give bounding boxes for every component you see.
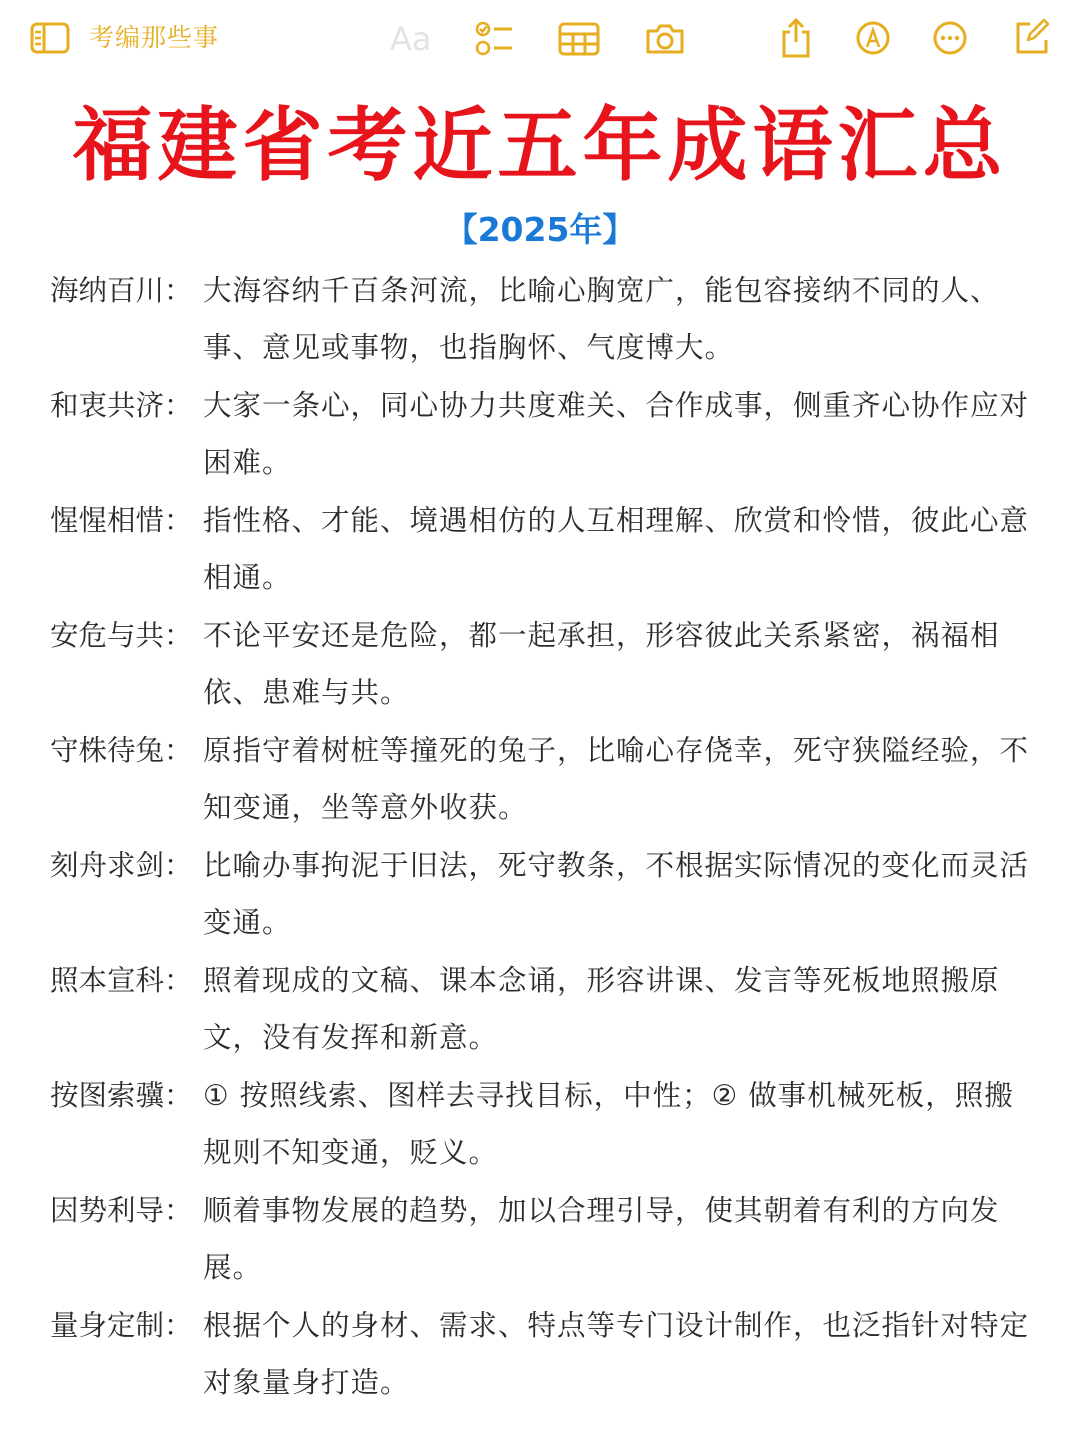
idiom-definition: 指性格、才能、境遇相仿的人互相理解、欣赏和怜惜，彼此心意相通。: [203, 504, 1030, 594]
idiom-definition: 大家一条心，同心协力共度难关、合作成事，侧重齐心协作应对困难。: [203, 389, 1030, 479]
checklist-icon[interactable]: [474, 20, 514, 58]
idiom-term: 安危与共：: [50, 619, 193, 652]
document-title: 福建省考近五年成语汇总: [72, 99, 1008, 192]
sidebar-icon[interactable]: [30, 22, 70, 54]
toolbar: [0, 0, 1080, 78]
idiom-term: 因势利导：: [50, 1194, 193, 1227]
idiom-entry: [50, 722, 1050, 836]
idiom-entry: [50, 607, 1050, 721]
idiom-definition: 大海容纳千百条河流，比喻心胸宽广，能包容接纳不同的人、事、意见或事物，也指胸怀、气度博大。: [203, 274, 1000, 364]
folder-back-button[interactable]: 考编那些事: [89, 23, 220, 52]
idiom-term: 按图索骥：: [50, 1079, 193, 1112]
idiom-definition: 原指守着树桩等撞死的兔子，比喻心存侥幸，死守狭隘经验，不知变通，坐等意外收获。: [203, 734, 1030, 824]
idiom-term: 和衷共济：: [50, 389, 193, 422]
idiom-term: 海纳百川：: [50, 274, 193, 307]
idiom-entry: [50, 1067, 1050, 1181]
idiom-entry: [50, 262, 1050, 376]
idiom-definition: 比喻办事拘泥于旧法，死守教条，不根据实际情况的变化而灵活变通。: [203, 849, 1030, 939]
idiom-term: 惺惺相惜：: [50, 504, 193, 537]
idiom-list: [50, 262, 1050, 1412]
more-icon[interactable]: [932, 20, 968, 56]
idiom-term: 量身定制：: [50, 1309, 193, 1342]
idiom-definition: 不论平安还是危险，都一起承担，形容彼此关系紧密，祸福相依、患难与共。: [203, 619, 1000, 709]
idiom-entry: [50, 1182, 1050, 1296]
idiom-term: 守株待兔：: [50, 734, 193, 767]
idiom-definition: 顺着事物发展的趋势，加以合理引导，使其朝着有利的方向发展。: [203, 1194, 1000, 1284]
camera-icon[interactable]: [644, 22, 686, 56]
idiom-term: 刻舟求剑：: [50, 849, 193, 882]
format-button[interactable]: Aa: [390, 20, 432, 58]
idiom-definition: 根据个人的身材、需求、特点等专门设计制作，也泛指针对特定对象量身打造。: [203, 1309, 1030, 1399]
markup-icon[interactable]: [855, 20, 891, 56]
idiom-definition: 照着现成的文稿、课本念诵，形容讲课、发言等死板地照搬原文，没有发挥和新意。: [203, 964, 1000, 1054]
idiom-entry: [50, 952, 1050, 1066]
idiom-definition: ① 按照线索、图样去寻找目标，中性；② 做事机械死板，照搬规则不知变通，贬义。: [203, 1079, 1014, 1169]
idiom-entry: [50, 1297, 1050, 1411]
share-icon[interactable]: [780, 16, 812, 58]
idiom-term: 照本宣科：: [50, 964, 193, 997]
idiom-entry: [50, 837, 1050, 951]
year-heading: 【2025年】: [444, 210, 636, 249]
table-icon[interactable]: [558, 22, 600, 56]
idiom-entry: [50, 377, 1050, 491]
idiom-entry: [50, 492, 1050, 606]
compose-icon[interactable]: [1012, 18, 1050, 56]
